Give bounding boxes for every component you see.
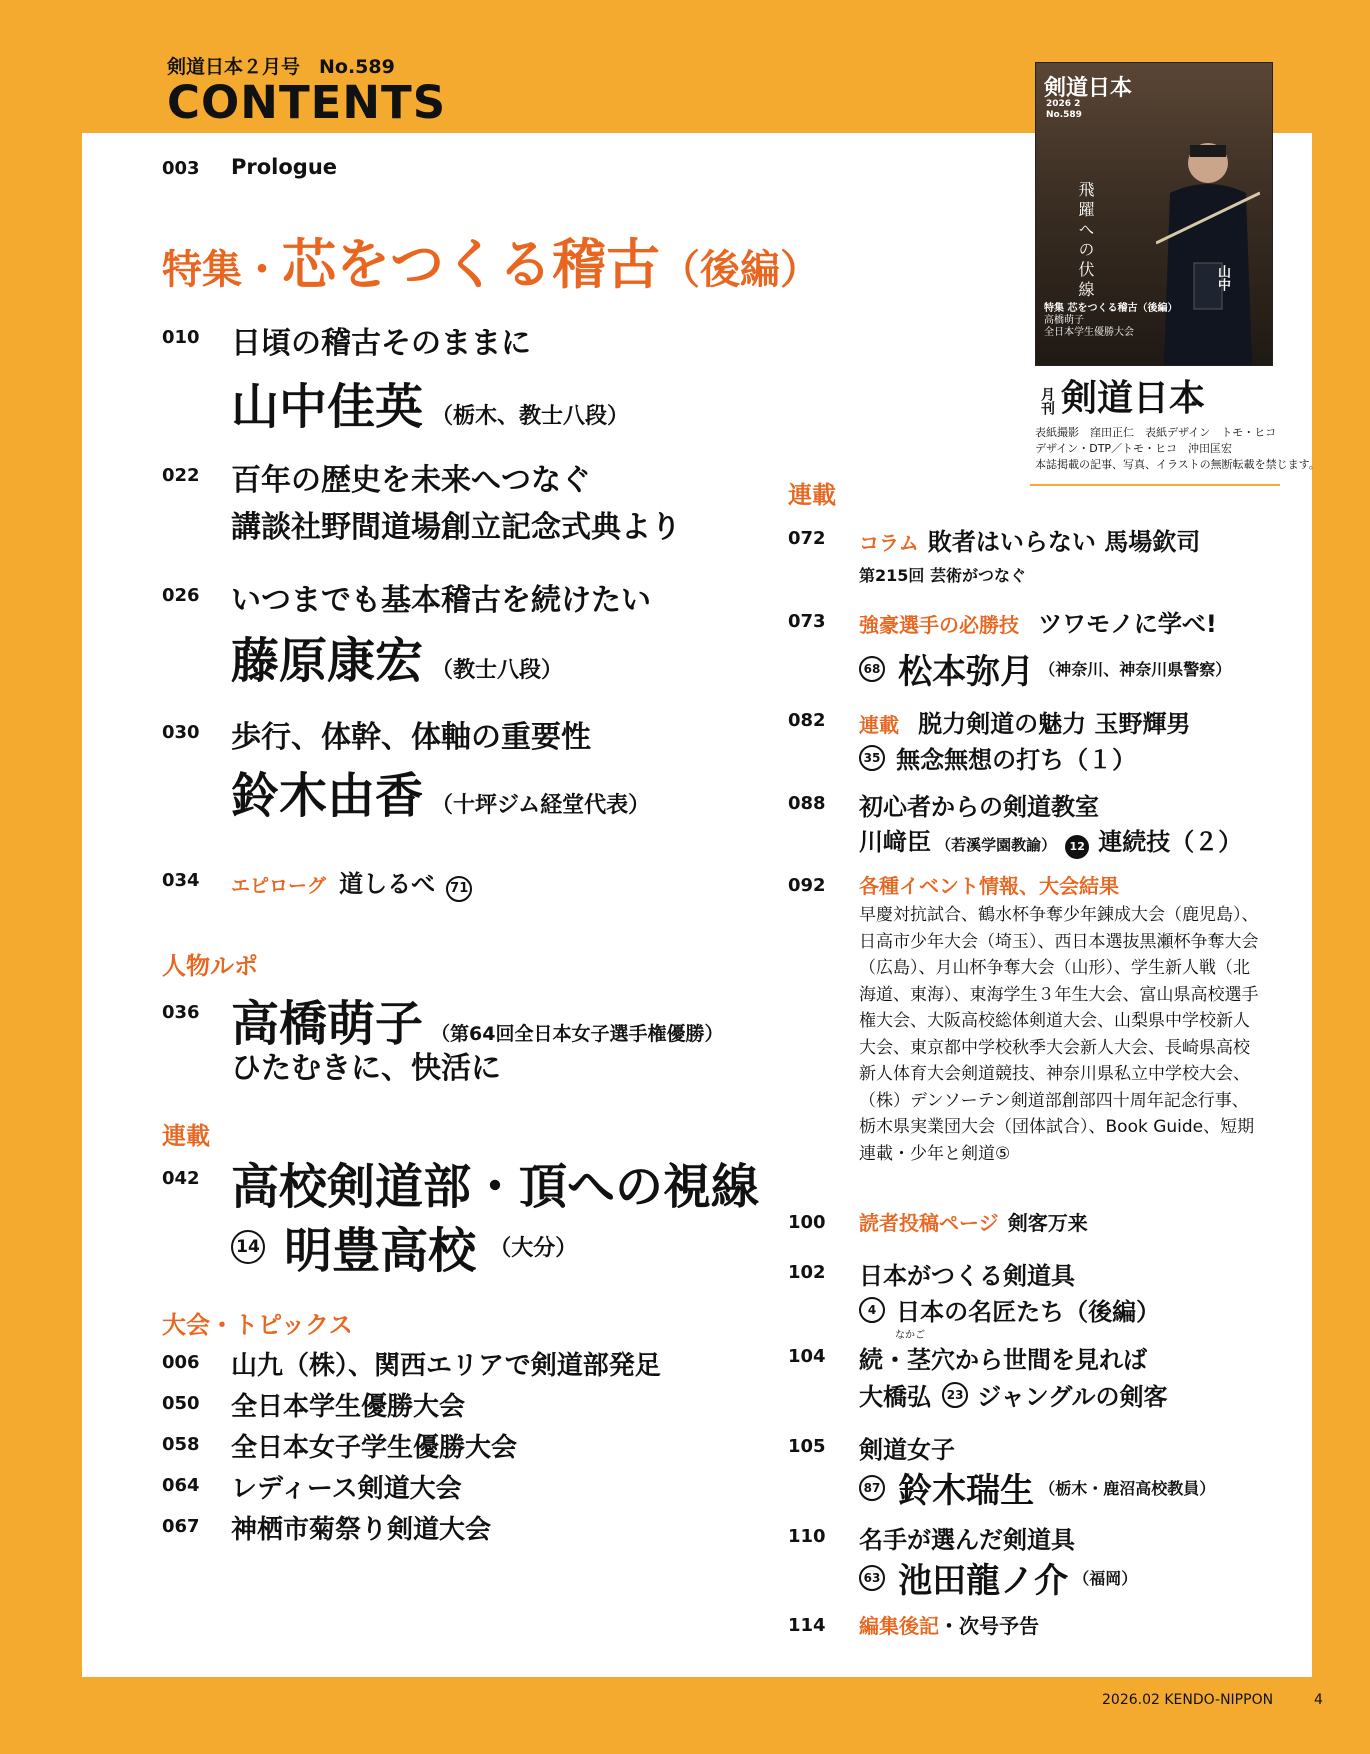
person-name: 池田龍ノ介 bbox=[898, 1561, 1069, 1601]
issue-circle-number: 87 bbox=[859, 1475, 885, 1501]
series-subtitle: 日本の名匠たち（後編） bbox=[896, 1298, 1161, 1326]
series-tag: 読者投稿ページ bbox=[859, 1211, 999, 1235]
series-tag: 連載 bbox=[859, 713, 899, 737]
person-note: （教士八段） bbox=[431, 658, 564, 683]
article-subtitle[interactable] bbox=[859, 740, 1136, 775]
issue-circle-number: 23 bbox=[942, 1382, 968, 1408]
topic-title[interactable]: 神栖市菊祭り剣道大会 bbox=[231, 1515, 492, 1545]
series-subtitle: 連続技（２） bbox=[1098, 828, 1243, 856]
article-title[interactable]: いつまでも基本稽古を続けたい bbox=[231, 583, 651, 618]
credits: 表紙撮影 窪田正仁 表紙デザイン トモ・ヒコ デザイン・DTP／トモ・ヒコ 沖田匡宏 本誌掲載の記事、写真、イラストの無断転載を禁じます。 bbox=[1035, 426, 1320, 471]
magazine-logo: 月刊 剣道日本 bbox=[1039, 377, 1206, 419]
issue-circle-number: 12 bbox=[1065, 835, 1089, 859]
article-num: 006 bbox=[162, 1352, 200, 1373]
feature-title[interactable]: 特集・芯をつくる稽古（後編） bbox=[162, 233, 820, 296]
article-person[interactable] bbox=[859, 644, 1231, 693]
article-num: 067 bbox=[162, 1516, 200, 1537]
cover-name-badge: 山中 bbox=[1215, 265, 1230, 291]
article-title[interactable]: 初心者からの剣道教室 bbox=[859, 793, 1099, 821]
series-subtitle: ジャングルの剣客 bbox=[977, 1383, 1168, 1411]
article-num: 072 bbox=[788, 528, 826, 549]
cover-image[interactable] bbox=[1035, 62, 1273, 366]
topic-title[interactable]: 全日本学生優勝大会 bbox=[231, 1392, 466, 1422]
article-num: 058 bbox=[162, 1434, 200, 1455]
article-num: 114 bbox=[788, 1615, 826, 1636]
person-name: 鈴木瑞生 bbox=[898, 1471, 1035, 1511]
topic-title[interactable]: 全日本女子学生優勝大会 bbox=[231, 1433, 518, 1463]
series-title: ・次号予告 bbox=[939, 1614, 1039, 1638]
series-title: ツワモノに学べ! bbox=[1038, 610, 1217, 638]
article-school[interactable] bbox=[231, 1212, 577, 1281]
person-name: 鈴木由香 bbox=[231, 768, 424, 824]
article-num: 064 bbox=[162, 1475, 200, 1496]
page-title: CONTENTS bbox=[167, 76, 447, 129]
article-num: 073 bbox=[788, 611, 826, 632]
article-title[interactable] bbox=[859, 704, 1190, 739]
cover-logo: 剣道日本 bbox=[1044, 75, 1133, 101]
issue-circle-number: 14 bbox=[231, 1230, 265, 1264]
topic-title[interactable]: 山九（株）、関西エリアで剣道部発足 bbox=[231, 1351, 661, 1381]
article-title[interactable] bbox=[859, 522, 1200, 557]
issue-circle-number: 4 bbox=[859, 1297, 885, 1323]
article-title[interactable]: 剣道女子 bbox=[859, 1436, 955, 1464]
epilogue-entry[interactable] bbox=[231, 864, 472, 902]
page-number: 4 bbox=[1314, 1692, 1323, 1708]
school-name: 明豊高校 bbox=[284, 1223, 477, 1279]
person-note: （第64回全日本女子選手権優勝） bbox=[431, 1023, 724, 1045]
section-heading: 連載 bbox=[788, 481, 836, 509]
article-person[interactable] bbox=[859, 1553, 1137, 1602]
article-person[interactable] bbox=[231, 757, 650, 826]
article-title[interactable]: 続・茎穴から世間を見れば bbox=[859, 1346, 1147, 1374]
person-note: （神奈川、神奈川県警察） bbox=[1039, 660, 1232, 679]
person-note: （福岡） bbox=[1073, 1569, 1138, 1588]
article-person[interactable] bbox=[859, 1463, 1215, 1512]
epilogue-tag: エピローグ bbox=[231, 875, 327, 897]
cover-feature-text: 特集 芯をつくる稽古（後編） 高橋萌子 全日本学生優勝大会 bbox=[1044, 303, 1178, 338]
ruby-annotation: なかご bbox=[895, 1330, 925, 1341]
person-name: 川﨑臣 bbox=[859, 828, 931, 856]
issue-circle-number: 63 bbox=[859, 1565, 885, 1591]
article-num: 105 bbox=[788, 1436, 826, 1457]
article-title[interactable]: 百年の歴史を未来へつなぐ bbox=[231, 463, 591, 498]
series-tag: コラム bbox=[859, 531, 919, 555]
article-subtitle[interactable] bbox=[859, 822, 1242, 859]
article-title[interactable]: 高校剣道部・頂への視線 bbox=[231, 1159, 760, 1215]
issue-circle-number: 71 bbox=[446, 876, 472, 902]
series-title: 脱力剣道の魅力 玉野輝男 bbox=[918, 710, 1191, 738]
article-num: 082 bbox=[788, 710, 826, 731]
article-person[interactable] bbox=[231, 368, 629, 437]
article-num: 022 bbox=[162, 465, 200, 486]
person-name: 松本弥月 bbox=[898, 652, 1035, 692]
article-num: 042 bbox=[162, 1168, 200, 1189]
series-tag: 編集後記 bbox=[859, 1614, 939, 1638]
article-title[interactable] bbox=[859, 1207, 1088, 1236]
article-num: 092 bbox=[788, 875, 826, 896]
article-title[interactable]: 歩行、体幹、体軸の重要性 bbox=[231, 720, 591, 755]
prologue-label[interactable]: Prologue bbox=[231, 155, 338, 179]
article-num: 036 bbox=[162, 1002, 200, 1023]
prologue-num: 003 bbox=[162, 158, 200, 179]
person-name: 山中佳英 bbox=[231, 379, 424, 435]
section-heading: 人物ルポ bbox=[162, 952, 258, 980]
person-note: （若溪学園教諭） bbox=[936, 836, 1057, 854]
article-num: 102 bbox=[788, 1262, 826, 1283]
person-note: （十坪ジム経堂代表） bbox=[431, 793, 651, 818]
person-name: 高橋萌子 bbox=[231, 996, 424, 1052]
divider bbox=[1030, 484, 1280, 486]
series-title: 剣客万来 bbox=[1007, 1211, 1088, 1235]
cover-issue: 2026 2 No.589 bbox=[1046, 99, 1082, 120]
article-num: 026 bbox=[162, 585, 200, 606]
school-note: （大分） bbox=[489, 1236, 578, 1261]
article-title[interactable]: 各種イベント情報、大会結果 bbox=[859, 874, 1119, 898]
person-name: 藤原康宏 bbox=[231, 633, 424, 689]
topic-title[interactable]: レディース剣道大会 bbox=[231, 1474, 462, 1504]
article-num: 050 bbox=[162, 1393, 200, 1414]
series-title: 敗者はいらない 馬場欽司 bbox=[927, 528, 1201, 556]
article-num: 034 bbox=[162, 870, 200, 891]
issue-circle-number: 68 bbox=[859, 656, 885, 682]
article-subtitle[interactable] bbox=[859, 1292, 1160, 1327]
issue-circle-number: 35 bbox=[859, 745, 885, 771]
article-subtitle[interactable] bbox=[859, 1377, 1168, 1412]
article-title[interactable]: 名手が選んだ剣道具 bbox=[859, 1526, 1075, 1554]
article-num: 030 bbox=[162, 722, 200, 743]
footer-text: 2026.02 KENDO-NIPPON bbox=[1102, 1692, 1274, 1708]
series-subtitle: 無念無想の打ち（１） bbox=[896, 746, 1137, 774]
article-subtitle[interactable]: 講談社野間道場創立記念式典より bbox=[231, 510, 681, 545]
person-note: （栃木・鹿沼高校教員） bbox=[1039, 1479, 1216, 1498]
event-list: 早慶対抗試合、鶴水杯争奪少年錬成大会（鹿児島）、日高市少年大会（埼玉）、西日本選抜黒瀬杯争奪大会（広島）、月山杯争奪大会（山形）、学生新人戦（北海道、東海）、東海学生３年生大会、富山県高校選手権大会、大阪高校総体剣道大会、山梨県中学校新人大会、東京都中学校秋季大会新人大会、長崎県高校新人体育大会剣道競技、神奈川県私立中学校大会、（株）デンソーテン剣道部創部四十周年記念行事、栃木県実業団大会（団体試合）、Book Guide、短期連載・少年と剣道⑤ bbox=[859, 905, 1259, 1164]
article-title[interactable]: 日本がつくる剣道具 bbox=[859, 1262, 1075, 1290]
article-num: 104 bbox=[788, 1346, 826, 1367]
article-title[interactable] bbox=[859, 604, 1217, 639]
issue-subtitle: 剣道日本２月号 No.589 bbox=[167, 56, 395, 78]
article-num: 100 bbox=[788, 1212, 826, 1233]
person-name: 大橋弘 bbox=[859, 1383, 931, 1411]
article-subtitle[interactable]: ひたむきに、快活に bbox=[231, 1051, 501, 1086]
article-title[interactable] bbox=[859, 1610, 1039, 1639]
article-person[interactable] bbox=[231, 622, 563, 691]
section-heading: 大会・トピックス bbox=[162, 1311, 353, 1339]
series-tag: 強豪選手の必勝技 bbox=[859, 613, 1019, 637]
article-subtitle: 第215回 芸術がつなぐ bbox=[859, 566, 1026, 585]
cover-headline: 飛躍への伏線 bbox=[1076, 181, 1095, 301]
person-note: （栃木、教士八段） bbox=[431, 404, 630, 429]
article-num: 088 bbox=[788, 793, 826, 814]
article-title[interactable]: 日頃の稽古そのままに bbox=[231, 326, 531, 361]
article-num: 010 bbox=[162, 327, 200, 348]
article-num: 110 bbox=[788, 1526, 826, 1547]
section-heading: 連載 bbox=[162, 1122, 210, 1150]
epilogue-title: 道しるべ bbox=[339, 870, 436, 898]
